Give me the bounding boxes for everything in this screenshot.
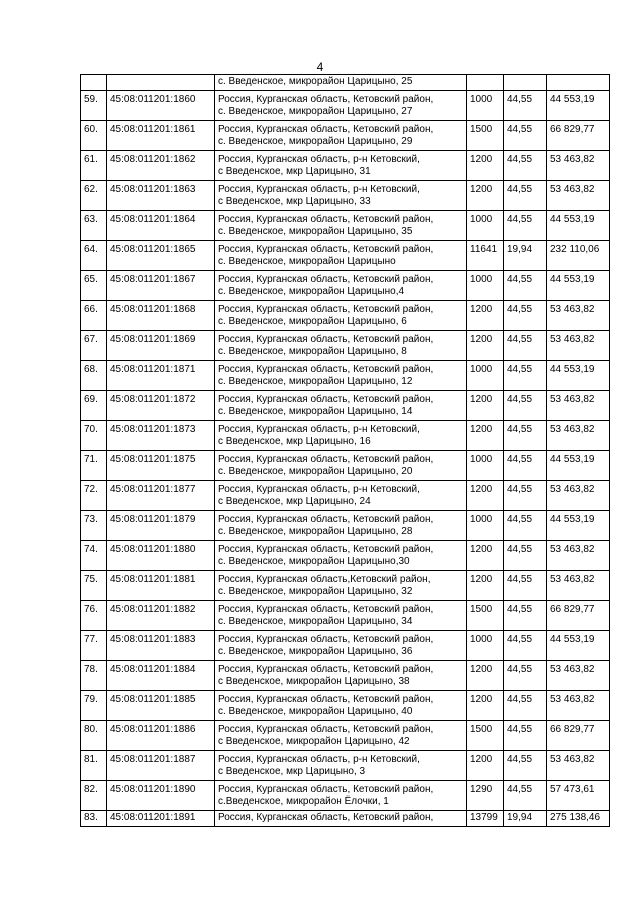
- cell-cadastral: 45:08:011201:1860: [107, 91, 215, 121]
- cell-address: [215, 211, 467, 241]
- cell-price: 44,55: [504, 721, 547, 751]
- cell-value: 66 829,77: [547, 601, 610, 631]
- address-line-1: Россия, Курганская область, Кетовский район,: [218, 274, 434, 285]
- cell-value: [547, 75, 610, 91]
- address-line-1: Россия, Курганская область, Кетовский район,: [218, 244, 434, 255]
- cell-value: 232 110,06: [547, 241, 610, 271]
- address-line-1: Россия, Курганская область, р-н Кетовский,: [218, 754, 420, 765]
- cell-price: 44,55: [504, 541, 547, 571]
- cell-price: 44,55: [504, 421, 547, 451]
- table-row: [81, 271, 610, 301]
- table-row: [81, 391, 610, 421]
- cell-cadastral: 45:08:011201:1873: [107, 421, 215, 451]
- table-row: [81, 631, 610, 661]
- cell-address: [215, 631, 467, 661]
- cell-address: [215, 481, 467, 511]
- cell-cadastral: 45:08:011201:1867: [107, 271, 215, 301]
- cell-area: 1290: [467, 781, 504, 811]
- cell-price: 44,55: [504, 781, 547, 811]
- cell-address: Россия, Курганская область, Кетовский район,: [215, 811, 467, 827]
- cell-number: 60.: [81, 121, 107, 151]
- cell-price: 44,55: [504, 151, 547, 181]
- address-line-2: с Введенское, микрорайон Царицыно, 42: [218, 736, 410, 747]
- cell-area: 1200: [467, 661, 504, 691]
- address-line-2: с. Введенское, микрорайон Царицыно, 14: [218, 406, 413, 417]
- cell-area: 1500: [467, 721, 504, 751]
- address-line-1: Россия, Курганская область, Кетовский район,: [218, 94, 434, 105]
- address-line-1: Россия, Курганская область, р-н Кетовский,: [218, 184, 420, 195]
- cell-area: 11641: [467, 241, 504, 271]
- cell-cadastral: 45:08:011201:1868: [107, 301, 215, 331]
- cell-value: 53 463,82: [547, 391, 610, 421]
- address-line-2: с. Введенское, микрорайон Царицыно, 20: [218, 466, 413, 477]
- cell-number: 68.: [81, 361, 107, 391]
- address-line-1: Россия, Курганская область, Кетовский район,: [218, 724, 434, 735]
- cell-price: 44,55: [504, 691, 547, 721]
- cell-area: 1500: [467, 121, 504, 151]
- cell-cadastral: 45:08:011201:1883: [107, 631, 215, 661]
- cell-number: 76.: [81, 601, 107, 631]
- cell-cadastral: 45:08:011201:1869: [107, 331, 215, 361]
- cell-value: 44 553,19: [547, 271, 610, 301]
- cell-value: 53 463,82: [547, 571, 610, 601]
- cell-number: 62.: [81, 181, 107, 211]
- cell-area: 1200: [467, 541, 504, 571]
- cell-area: 1200: [467, 481, 504, 511]
- cell-address: [215, 151, 467, 181]
- cell-price: 44,55: [504, 481, 547, 511]
- cell-price: 44,55: [504, 361, 547, 391]
- address-line-2: с Введенское, мкр Царицыно, 24: [218, 496, 371, 507]
- cell-cadastral: 45:08:011201:1886: [107, 721, 215, 751]
- cell-price: 44,55: [504, 271, 547, 301]
- cell-cadastral: [107, 75, 215, 91]
- cell-value: 53 463,82: [547, 301, 610, 331]
- address-line-1: Россия, Курганская область, Кетовский район,: [218, 664, 434, 675]
- cell-value: 53 463,82: [547, 691, 610, 721]
- cell-area: 1000: [467, 631, 504, 661]
- cell-address: с. Введенское, микрорайон Царицыно, 25: [215, 75, 467, 91]
- cell-address: [215, 241, 467, 271]
- cell-area: 1200: [467, 181, 504, 211]
- cell-number: 69.: [81, 391, 107, 421]
- table-row-continuation: [81, 75, 610, 91]
- cell-number: 71.: [81, 451, 107, 481]
- table-row: [81, 451, 610, 481]
- table-row: [81, 331, 610, 361]
- table-row: [81, 211, 610, 241]
- page-number: 4: [316, 60, 324, 74]
- cell-number: 66.: [81, 301, 107, 331]
- cell-address: [215, 301, 467, 331]
- address-line-1: Россия, Курганская область, Кетовский район,: [218, 604, 434, 615]
- cell-cadastral: 45:08:011201:1885: [107, 691, 215, 721]
- cell-value: 53 463,82: [547, 181, 610, 211]
- cell-number: [81, 75, 107, 91]
- address-line-1: Россия, Курганская область, Кетовский район,: [218, 334, 434, 345]
- address-line-1: Россия, Курганская область, Кетовский район,: [218, 364, 434, 375]
- cell-cadastral: 45:08:011201:1879: [107, 511, 215, 541]
- cell-price: 44,55: [504, 751, 547, 781]
- address-line-2: с. Введенское, микрорайон Царицыно, 28: [218, 526, 413, 537]
- cell-area: 1200: [467, 751, 504, 781]
- cell-address: [215, 421, 467, 451]
- cell-address: [215, 271, 467, 301]
- cell-area: 1200: [467, 151, 504, 181]
- cell-cadastral: 45:08:011201:1871: [107, 361, 215, 391]
- cell-price: 44,55: [504, 331, 547, 361]
- address-line-1: Россия, Курганская область, р-н Кетовский,: [218, 154, 420, 165]
- cell-cadastral: 45:08:011201:1875: [107, 451, 215, 481]
- address-line-2: с.Введенское, микрорайон Ёлочки, 1: [218, 796, 389, 807]
- land-plots-table: [80, 74, 610, 827]
- cell-cadastral: 45:08:011201:1882: [107, 601, 215, 631]
- address-line-1: Россия, Курганская область, Кетовский район,: [218, 454, 434, 465]
- cell-value: 275 138,46: [547, 811, 610, 827]
- cell-number: 79.: [81, 691, 107, 721]
- cell-address: [215, 751, 467, 781]
- cell-number: 64.: [81, 241, 107, 271]
- table-row: [81, 541, 610, 571]
- address-line-1: Россия, Курганская область, Кетовский район,: [218, 304, 434, 315]
- address-line-2: с Введенское, мкр Царицыно, 33: [218, 196, 371, 207]
- cell-price: 44,55: [504, 121, 547, 151]
- cell-number: 82.: [81, 781, 107, 811]
- cell-area: 1000: [467, 91, 504, 121]
- cell-area: 1000: [467, 511, 504, 541]
- cell-address: [215, 391, 467, 421]
- cell-cadastral: 45:08:011201:1861: [107, 121, 215, 151]
- cell-number: 72.: [81, 481, 107, 511]
- cell-address: [215, 331, 467, 361]
- cell-value: 57 473,61: [547, 781, 610, 811]
- cell-number: 63.: [81, 211, 107, 241]
- cell-price: 44,55: [504, 631, 547, 661]
- cell-price: 19,94: [504, 811, 547, 827]
- cell-area: [467, 75, 504, 91]
- address-line-2: с. Введенское, микрорайон Царицыно, 6: [218, 316, 407, 327]
- table-row: [81, 181, 610, 211]
- address-line-2: с Введенское, мкр Царицыно, 31: [218, 166, 371, 177]
- cell-value: 44 553,19: [547, 451, 610, 481]
- address-line-2: с. Введенское, микрорайон Царицыно, 27: [218, 106, 413, 117]
- table-row: [81, 511, 610, 541]
- cell-area: 1200: [467, 331, 504, 361]
- address-line-2: с. Введенское, микрорайон Царицыно, 12: [218, 376, 413, 387]
- cell-price: 44,55: [504, 601, 547, 631]
- address-line-2: с. Введенское, микрорайон Царицыно: [218, 256, 396, 267]
- cell-number: 67.: [81, 331, 107, 361]
- cell-area: 1500: [467, 601, 504, 631]
- cell-cadastral: 45:08:011201:1891: [107, 811, 215, 827]
- cell-cadastral: 45:08:011201:1884: [107, 661, 215, 691]
- cell-address: [215, 601, 467, 631]
- cell-price: 44,55: [504, 391, 547, 421]
- cell-price: 44,55: [504, 301, 547, 331]
- cell-address: [215, 661, 467, 691]
- cell-value: 66 829,77: [547, 121, 610, 151]
- address-line-2: с. Введенское, микрорайон Царицыно, 8: [218, 346, 407, 357]
- address-line-2: с. Введенское, микрорайон Царицыно, 36: [218, 646, 413, 657]
- address-line-1: Россия, Курганская область, Кетовский район,: [218, 394, 434, 405]
- table-row: [81, 781, 610, 811]
- cell-area: 1000: [467, 361, 504, 391]
- cell-area: 1000: [467, 451, 504, 481]
- cell-number: 61.: [81, 151, 107, 181]
- cell-number: 83.: [81, 811, 107, 827]
- cell-price: 44,55: [504, 91, 547, 121]
- cell-address: [215, 571, 467, 601]
- cell-price: [504, 75, 547, 91]
- cell-price: 44,55: [504, 571, 547, 601]
- cell-cadastral: 45:08:011201:1880: [107, 541, 215, 571]
- cell-value: 53 463,82: [547, 331, 610, 361]
- address-line-1: Россия, Курганская область, Кетовский район,: [218, 634, 434, 645]
- address-line-2: с Введенское, микрорайон Царицыно, 38: [218, 676, 410, 687]
- table-row: [81, 601, 610, 631]
- cell-area: 13799: [467, 811, 504, 827]
- address-line-1: Россия, Курганская область, Кетовский район,: [218, 124, 434, 135]
- address-line-2: с. Введенское, микрорайон Царицыно,30: [218, 556, 410, 567]
- cell-address: [215, 451, 467, 481]
- address-line-2: с. Введенское, микрорайон Царицыно, 40: [218, 706, 413, 717]
- cell-price: 44,55: [504, 661, 547, 691]
- cell-price: 19,94: [504, 241, 547, 271]
- cell-address: [215, 121, 467, 151]
- cell-address: [215, 361, 467, 391]
- cell-number: 74.: [81, 541, 107, 571]
- cell-value: 53 463,82: [547, 421, 610, 451]
- cell-area: 1000: [467, 211, 504, 241]
- cell-price: 44,55: [504, 511, 547, 541]
- cell-value: 53 463,82: [547, 541, 610, 571]
- table-row: [81, 481, 610, 511]
- cell-address: [215, 91, 467, 121]
- cell-cadastral: 45:08:011201:1887: [107, 751, 215, 781]
- cell-cadastral: 45:08:011201:1865: [107, 241, 215, 271]
- cell-value: 66 829,77: [547, 721, 610, 751]
- address-line-2: с. Введенское, микрорайон Царицыно, 34: [218, 616, 413, 627]
- cell-number: 78.: [81, 661, 107, 691]
- address-line-1: Россия, Курганская область,Кетовский район,: [218, 574, 431, 585]
- cell-value: 53 463,82: [547, 481, 610, 511]
- cell-area: 1200: [467, 571, 504, 601]
- table-row: [81, 571, 610, 601]
- cell-number: 77.: [81, 631, 107, 661]
- address-line-2: с. Введенское, микрорайон Царицыно, 29: [218, 136, 413, 147]
- table-row: [81, 751, 610, 781]
- cell-address: [215, 541, 467, 571]
- cell-cadastral: 45:08:011201:1881: [107, 571, 215, 601]
- cell-area: 1200: [467, 691, 504, 721]
- cell-cadastral: 45:08:011201:1872: [107, 391, 215, 421]
- cell-area: 1200: [467, 391, 504, 421]
- address-line-1: Россия, Курганская область, Кетовский район,: [218, 214, 434, 225]
- cell-price: 44,55: [504, 451, 547, 481]
- address-line-2: с Введенское, мкр Царицыно, 3: [218, 766, 366, 777]
- cell-number: 65.: [81, 271, 107, 301]
- cell-number: 75.: [81, 571, 107, 601]
- cell-address: [215, 691, 467, 721]
- cell-area: 1200: [467, 421, 504, 451]
- cell-cadastral: 45:08:011201:1877: [107, 481, 215, 511]
- address-line-1: Россия, Курганская область, Кетовский район,: [218, 544, 434, 555]
- table-row: [81, 691, 610, 721]
- table-row: [81, 151, 610, 181]
- table-row: [81, 721, 610, 751]
- table-row: [81, 241, 610, 271]
- cell-number: 73.: [81, 511, 107, 541]
- table-row: [81, 421, 610, 451]
- cell-address: [215, 511, 467, 541]
- table-row-last: [81, 811, 610, 827]
- cell-number: 59.: [81, 91, 107, 121]
- cell-area: 1000: [467, 271, 504, 301]
- cell-area: 1200: [467, 301, 504, 331]
- table-row: [81, 121, 610, 151]
- cell-cadastral: 45:08:011201:1864: [107, 211, 215, 241]
- table-row: [81, 91, 610, 121]
- address-line-1: Россия, Курганская область, р-н Кетовский,: [218, 484, 420, 495]
- cell-value: 44 553,19: [547, 631, 610, 661]
- address-line-1: Россия, Курганская область, р-н Кетовский,: [218, 424, 420, 435]
- cell-price: 44,55: [504, 181, 547, 211]
- cell-address: [215, 721, 467, 751]
- address-line-1: Россия, Курганская область, Кетовский район,: [218, 784, 434, 795]
- cell-value: 53 463,82: [547, 661, 610, 691]
- cell-value: 53 463,82: [547, 151, 610, 181]
- cell-value: 44 553,19: [547, 91, 610, 121]
- address-line-1: Россия, Курганская область, Кетовский район,: [218, 514, 434, 525]
- cell-value: 44 553,19: [547, 361, 610, 391]
- address-line-2: с. Введенское, микрорайон Царицыно,4: [218, 286, 405, 297]
- cell-cadastral: 45:08:011201:1863: [107, 181, 215, 211]
- table-row: [81, 661, 610, 691]
- address-line-1: Россия, Курганская область, Кетовский район,: [218, 694, 434, 705]
- table-row: [81, 361, 610, 391]
- address-line-2: с. Введенское, микрорайон Царицыно, 32: [218, 586, 413, 597]
- cell-cadastral: 45:08:011201:1890: [107, 781, 215, 811]
- cell-price: 44,55: [504, 211, 547, 241]
- cell-value: 44 553,19: [547, 211, 610, 241]
- address-line-2: с. Введенское, микрорайон Царицыно, 35: [218, 226, 413, 237]
- cell-address: [215, 181, 467, 211]
- cell-number: 70.: [81, 421, 107, 451]
- cell-address: [215, 781, 467, 811]
- cell-number: 80.: [81, 721, 107, 751]
- table-row: [81, 301, 610, 331]
- address-line-2: с Введенское, мкр Царицыно, 16: [218, 436, 371, 447]
- cell-value: 44 553,19: [547, 511, 610, 541]
- cell-number: 81.: [81, 751, 107, 781]
- cell-value: 53 463,82: [547, 751, 610, 781]
- cell-cadastral: 45:08:011201:1862: [107, 151, 215, 181]
